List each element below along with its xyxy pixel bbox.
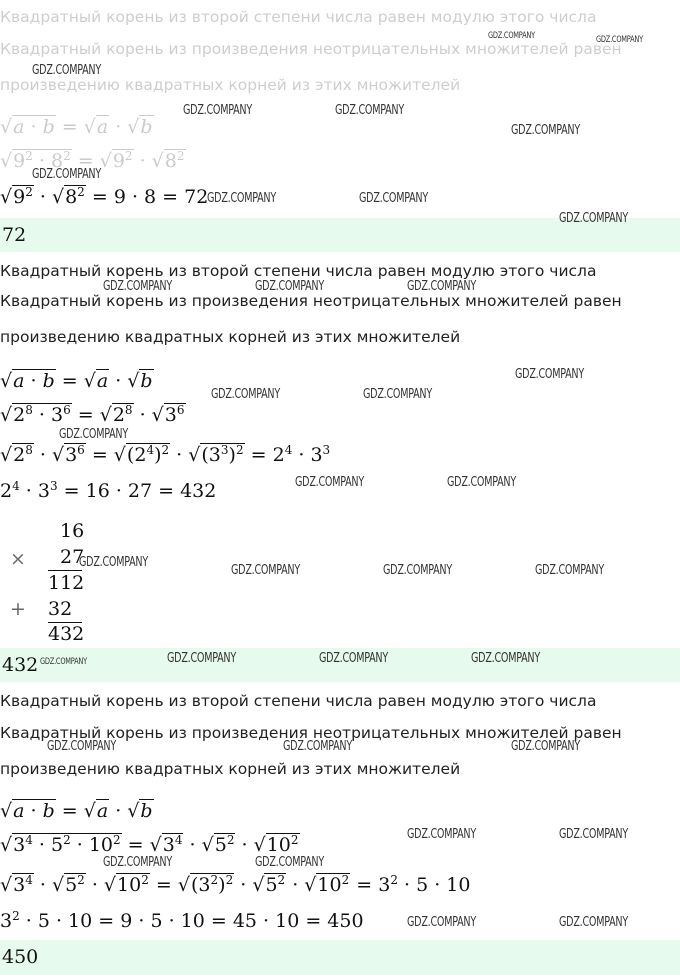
watermark-text: GDZ.COMPANY — [231, 563, 300, 578]
watermark-text: GDZ.COMPANY — [79, 555, 148, 570]
rule-product-text: Квадратный корень из произведения неотрицательных множителей равен — [0, 40, 622, 58]
rule-product-text-cont: произведению квадратных корней из этих множителей — [0, 328, 461, 346]
watermark-text: GDZ.COMPANY — [283, 739, 352, 754]
multiplier: 27 — [60, 546, 85, 568]
partial-product-2: 32 — [48, 598, 73, 620]
watermark-text: GDZ.COMPANY — [335, 103, 404, 118]
formula-sqrt-product: √a · b = √a · √b — [0, 116, 153, 138]
answer-value: 432 — [2, 654, 39, 676]
watermark-text: GDZ.COMPANY — [47, 739, 116, 754]
rule-product-text-cont: произведению квадратных корней из этих множителей — [0, 76, 461, 94]
formula-sqrt-product: √a · b = √a · √b — [0, 800, 153, 822]
multiplicand: 16 — [60, 520, 85, 542]
formula-section2-step2: $√2^8 \cdot √3^6 = √(2^4)^2 \cdot √(3^3)^2 = 2^4 \cdot 3^3$ — [0, 443, 331, 466]
watermark-text: GDZ.COMPANY — [255, 279, 324, 294]
formula-section3-step3: $3^2 \cdot 5 \cdot 10 = 9 \cdot 5 \cdot 10 = 45 \cdot 10 = 450$ — [0, 909, 364, 932]
rule-modulus-text: Квадратный корень из второй степени числа равен модулю этого числа — [0, 8, 597, 26]
watermark-text: GDZ.COMPANY — [559, 211, 628, 226]
watermark-text: GDZ.COMPANY — [167, 651, 236, 666]
formula-section1-step1: $√9^2 \cdot 8^2 = √9^2 \cdot √8^2$ — [0, 149, 185, 172]
watermark-text: GDZ.COMPANY — [32, 167, 101, 182]
watermark-text: GDZ.COMPANY — [407, 279, 476, 294]
rule-modulus-text: Квадратный корень из второй степени числа равен модулю этого числа — [0, 262, 597, 280]
product-total: 432 — [48, 623, 85, 645]
formula-section1-step2: $√9^2 \cdot √8^2 = 9 \cdot 8 = 72$ — [0, 185, 209, 208]
watermark-text: GDZ.COMPANY — [511, 739, 580, 754]
watermark-text: GDZ.COMPANY — [511, 123, 580, 138]
watermark-text: GDZ.COMPANY — [319, 651, 388, 666]
watermark-text: GDZ.COMPANY — [363, 387, 432, 402]
watermark-text: GDZ.COMPANY — [407, 915, 476, 930]
rule-modulus-text: Квадратный корень из второй степени числа равен модулю этого числа — [0, 692, 597, 710]
formula-section2-step1: $√2^8 \cdot 3^6 = √2^8 \cdot √3^6$ — [0, 403, 185, 426]
answer-box-3 — [0, 940, 680, 975]
watermark-text: GDZ.COMPANY — [471, 651, 540, 666]
rule-product-text: Квадратный корень из произведения неотрицательных множителей равен — [0, 292, 622, 310]
formula-section3-step1: $√3^4 \cdot 5^2 \cdot 10^2 = √3^4 \cdot √5^2 \cdot √10^2$ — [0, 833, 299, 856]
rule-product-text-cont: произведению квадратных корней из этих множителей — [0, 760, 461, 778]
watermark-text: GDZ.COMPANY — [103, 855, 172, 870]
formula-sqrt-product: √a · b = √a · √b — [0, 370, 153, 392]
watermark-text: GDZ.COMPANY — [559, 827, 628, 842]
watermark-text: GDZ.COMPANY — [59, 427, 128, 442]
watermark-text: GDZ.COMPANY — [40, 657, 87, 667]
answer-value: 450 — [2, 946, 39, 968]
formula-section3-step2: $√3^4 \cdot √5^2 \cdot √10^2 = √(3^2)^2 \cdot √5^2 \cdot √10^2 = 3^2 \cdot 5 \cdot 10$ — [0, 873, 471, 896]
watermark-text: GDZ.COMPANY — [559, 915, 628, 930]
multiply-sign: × — [10, 548, 26, 570]
watermark-text: GDZ.COMPANY — [383, 563, 452, 578]
watermark-text: GDZ.COMPANY — [32, 63, 101, 78]
watermark-text: GDZ.COMPANY — [207, 191, 276, 206]
partial-product-1: 112 — [48, 572, 85, 594]
watermark-text: GDZ.COMPANY — [596, 35, 643, 45]
plus-sign: + — [10, 598, 26, 620]
rule-product-text: Квадратный корень из произведения неотрицательных множителей равен — [0, 724, 622, 742]
answer-value: 72 — [2, 224, 27, 246]
watermark-text: GDZ.COMPANY — [211, 387, 280, 402]
watermark-text: GDZ.COMPANY — [407, 827, 476, 842]
watermark-text: GDZ.COMPANY — [515, 367, 584, 382]
watermark-text: GDZ.COMPANY — [359, 191, 428, 206]
watermark-text: GDZ.COMPANY — [255, 855, 324, 870]
watermark-text: GDZ.COMPANY — [183, 103, 252, 118]
watermark-text: GDZ.COMPANY — [447, 475, 516, 490]
watermark-text: GDZ.COMPANY — [488, 31, 535, 41]
watermark-text: GDZ.COMPANY — [103, 279, 172, 294]
formula-section2-step3: $2^4 \cdot 3^3 = 16 \cdot 27 = 432$ — [0, 479, 217, 502]
watermark-text: GDZ.COMPANY — [535, 563, 604, 578]
watermark-text: GDZ.COMPANY — [295, 475, 364, 490]
